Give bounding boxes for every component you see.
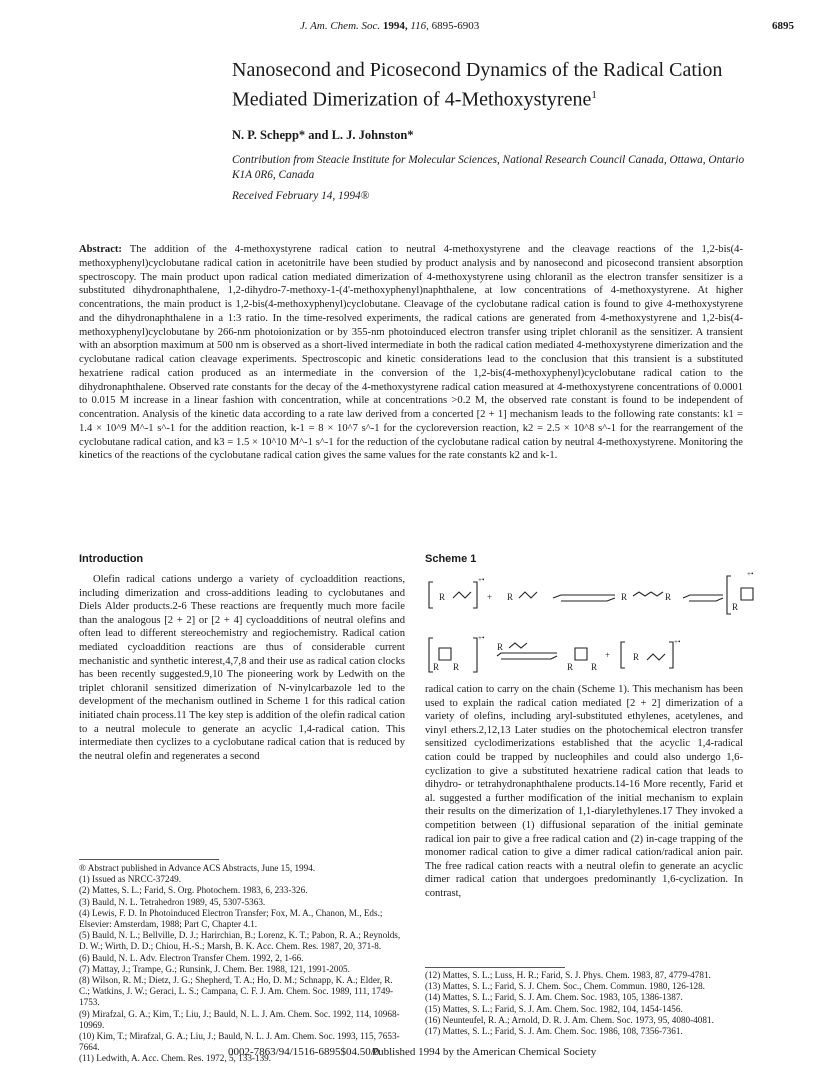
footer-publisher: Published 1994 by the American Chemical Society xyxy=(372,1046,597,1058)
cyclobutane-icon xyxy=(439,648,451,660)
olefin-bond-icon xyxy=(453,592,471,598)
footnote: (6) Bauld, N. L. Adv. Electron Transfer Chem. 1992, 2, 1-66. xyxy=(79,952,304,963)
footnote: (16) Neunteufel, R. A.; Arnold, D. R. J. Am. Chem. Soc. 1973, 95, 4080-4081. xyxy=(425,1014,714,1025)
footnote: (11) Ledwith, A. Acc. Chem. Res. 1972, 5, 133-139. xyxy=(79,1053,272,1064)
equilibrium-arrow-icon xyxy=(501,656,557,659)
cyclobutane-icon xyxy=(741,588,753,600)
footnote: ® Abstract published in Advance ACS Abstracts, June 15, 1994. xyxy=(79,863,316,873)
cyclobutane-icon xyxy=(575,648,587,660)
abstract-label: Abstract: xyxy=(79,244,122,255)
affiliation: Contribution from Steacie Institute for Molecular Sciences, National Research Council Canada, Ottawa, Ontario K1A 0R6, Canada xyxy=(232,154,745,181)
footnotes-left xyxy=(79,863,405,1065)
scheme-label: Scheme 1 xyxy=(425,553,477,565)
authors: N. P. Schepp* and L. J. Johnston* xyxy=(232,128,414,142)
footnote: (10) Kim, T.; Mirafzal, G. A.; Liu, J.; Bauld, N. L. J. Am. Chem. Soc. 1993, 115, 7653-7664. xyxy=(79,1031,400,1053)
scheme-r-label: R xyxy=(433,662,440,672)
footnote: (14) Mattes, S. L.; Farid, S. J. Am. Chem. Soc. 1983, 105, 1386-1387. xyxy=(425,992,683,1003)
footnote: (2) Mattes, S. L.; Farid, S. Org. Photochem. 1983, 6, 233-326. xyxy=(79,885,308,896)
equilibrium-arrow-icon xyxy=(683,595,723,598)
scheme-charge-label: +• xyxy=(478,576,485,584)
footnote: (17) Mattes, S. L.; Farid, S. J. Am. Chem. Soc. 1986, 108, 7356-7361. xyxy=(425,1026,683,1037)
olefin-bond-icon xyxy=(509,643,527,648)
scheme-r-label: R xyxy=(453,662,460,672)
scheme-r-label: R xyxy=(507,592,514,602)
page-number: 6895 xyxy=(772,20,794,32)
scheme-r-label: R xyxy=(439,592,446,602)
introduction-heading: Introduction xyxy=(79,553,144,565)
footnote: (5) Bauld, N. L.; Bellville, D. J.; Harirchian, B.; Lorenz, K. T.; Pabon, R. A.; Reynolds, D. W.; Wirth, D. D.; Chiou, H.-S.; Marsh, B. K. Acc. Chem. Res. 1987, 20, 371-8. xyxy=(79,930,401,952)
scheme-r-label: R xyxy=(665,592,672,602)
footnote: (13) Mattes, S. L.; Farid, S. J. Chem. Soc., Chem. Commun. 1980, 126-128. xyxy=(425,981,705,992)
olefin-bond-icon xyxy=(519,592,537,598)
olefin-bond-icon xyxy=(647,654,665,660)
bracket-left-icon xyxy=(727,576,731,614)
right-paragraph: radical cation to carry on the chain (Scheme 1). This mechanism has been used to explain the radical cation mediated [2 + 2] dimerization of a variety of olefins, including aryl-substituted ethylenes, acetylenes, and vinyl ethers.2,12,13 Later studies on the photochemical electron transfer sensitized cyclodimerizations established that the acyclic 1,4-radical cation could be trapped by nucleophiles and could also undergo 1,6-cyclization to give a substituted hexatriene radical cation that leads to dihydro- or tetrahydronaphthalene products.14-16 More recently, Farid et al. suggested a further modification of the initial mechanism to explain their results on the dimerization of 1,1-diarylethylenes.17 They invoked a competition between (1) diffusional separation of the initial geminate radical ion pair to give a free radical cation and (2) in-cage trapping of the monomer radical cation to give a dimer radical cation/radical anion pair. The free radical cation reacts with a neutral olefin to generate an acyclic dimer radical cation that undergoes predominantly 1,6-cyclization. In contrast, xyxy=(425,684,743,899)
footer-code: 0002-7863/94/1516-6895$04.50/0 xyxy=(228,1046,380,1058)
footnote: (12) Mattes, S. L.; Luss, H. R.; Farid, S. J. Phys. Chem. 1983, 87, 4779-4781. xyxy=(425,970,711,980)
journal-citation: J. Am. Chem. Soc. 1994, 116, 6895-6903 xyxy=(300,20,480,32)
scheme-r-label: R xyxy=(732,602,739,612)
scheme-r-label: R xyxy=(621,592,628,602)
equilibrium-arrow-icon xyxy=(497,653,557,656)
equilibrium-arrow-icon xyxy=(689,598,723,601)
bracket-right-icon xyxy=(473,638,477,672)
footnote: (7) Mattay, J.; Trampe, G.; Runsink, J. Chem. Ber. 1988, 121, 1991-2005. xyxy=(79,963,350,974)
chain-bond-icon xyxy=(633,592,663,596)
scheme-r-label: R xyxy=(591,662,598,672)
scheme-plus-sign: + xyxy=(605,650,611,660)
bracket-right-icon xyxy=(669,642,673,668)
footnote: (8) Wilson, R. M.; Dietz, J. G.; Shepherd, T. A.; Ho, D. M.; Schnapp, K. A.; Elder, R. C.; Watkins, J. W.; Geraci, L. S.; Campana, C. F. J. Am. Chem. Soc. 1989, 111, 1749-1753. xyxy=(79,975,394,1008)
footnote-rule-right xyxy=(425,967,565,968)
running-header xyxy=(0,20,820,36)
received-date: Received February 14, 1994® xyxy=(232,190,370,202)
scheme-1-diagram xyxy=(425,568,755,678)
footnotes-right xyxy=(425,970,743,1037)
footnote: (4) Lewis, F. D. In Photoinduced Electron Transfer; Fox, M. A., Chanon, M., Eds.; Elsevier: Amsterdam, 1988; Part C, Chapter 4.1. xyxy=(79,907,383,930)
introduction-body xyxy=(79,573,405,763)
abstract xyxy=(79,243,743,463)
footnote: (15) Mattes, S. L.; Farid, S. J. Am. Chem. Soc. 1982, 104, 1454-1456. xyxy=(425,1003,683,1014)
footnote: (9) Mirafzal, G. A.; Kim, T.; Liu, J.; Bauld, N. L. J. Am. Chem. Soc. 1992, 114, 10968-10969. xyxy=(79,1008,400,1030)
scheme-r-label: R xyxy=(497,642,504,652)
bracket-left-icon xyxy=(621,642,625,668)
right-column-body xyxy=(425,683,743,901)
footnote: (3) Bauld, N. L. Tetrahedron 1989, 45, 5307-5363. xyxy=(79,896,266,907)
scheme-r-label: R xyxy=(633,652,640,662)
footnote-rule-left xyxy=(79,859,219,860)
bracket-left-icon xyxy=(429,582,433,608)
scheme-charge-label: +• xyxy=(674,638,681,646)
scheme-charge-label: +• xyxy=(478,634,485,642)
article-title: Nanosecond and Picosecond Dynamics of the Radical Cation Mediated Dimerization of 4-Methoxystyrene$^1$ xyxy=(232,59,723,111)
scheme-plus-sign: + xyxy=(487,592,493,602)
scheme-r-label: R xyxy=(567,662,574,672)
equilibrium-arrow-icon xyxy=(561,598,615,601)
intro-paragraph: Olefin radical cations undergo a variety of cycloaddition reactions, including dimerization and cross-additions leading to cyclobutanes and Diels Alder products.2-6 These reactions are frequently much more facile than the analogous [2 + 2] or [2 + 4] cycloadditions of neutral olefins and often lead to different stereochemistry and regiochemistry. Radical cation mediated cycloaddition reactions are thus of considerable current mechanistic and synthetic interest,4,7,8 and their use as radical cation clocks has been recently suggested.9,10 The pioneering work by Ledwith on the triplet chloranil sensitized dimerization of N-vinylcarbazole led to the development of the mechanism outlined in Scheme 1 for this radical cation initiated chain process.11 The key step is addition of the olefin radical cation to a neutral molecule to generate an acyclic 1,4-radical cation. This intermediate then cyclizes to a cyclobutane radical cation that is reduced by the neutral olefin and regenerates a second xyxy=(79,574,405,762)
abstract-text: The addition of the 4-methoxystyrene radical cation to neutral 4-methoxystyrene and the cleavage reactions of the 1,2-bis(4-methoxyphenyl)cyclobutane radical cation in acetonitrile have been studied by product analysis and by nanosecond and picosecond transient absorption spectroscopy. The main product upon radical cation mediated dimerization of 4-methoxystyrene using chloranil as the electron transfer sensitizer is a substituted dihydronaphthalene, 1,2-dihydro-7-methoxy-1-(4'-methoxyphenyl)naphthalene, at low concentrations of 4-methoxystyrene. At higher concentrations, the main product is 1,2-bis(4-methoxyphenyl)cyclobutane. Cleavage of the cyclobutane radical cation is found to give 4-methoxystyrene and the dihydronaphthalene in a 1:3 ratio. In the time-resolved experiments, the radical cations are generated from 4-methoxystyrene and 1,2-bis(4-methoxyphenyl)cyclobutane by 266-nm photoionization or by 355-nm photoinduced electron transfer using triplet chloranil as the sensitizer. A transient with an absorption maximum at 500 nm is observed as a short-lived intermediate in both the radical cation mediated 4-methoxystyrene dimerization and the cyclobutane radical cation cleavage experiments. Spectroscopic and kinetic considerations lead to the conclusion that this transient is a substituted hexatriene radical cation produced as an intermediate in the conversion of the 1,2-bis(4-methoxyphenyl)cyclobutane radical cation to the dihydronaphthalene. Observed rate constants for the decay of the 4-methoxystyrene radical cation measured at 4-methoxystyrene concentrations of 0.0001 to 0.015 M increase in a linear fashion with concentration, while at concentrations >0.2 M, the observed rate constant is found to be independent of concentration. Analysis of the kinetic data according to a rate law derived from a concerted [2 + 1] mechanism leads to the following rate constants: k1 = 1.4 × 10^9 M^-1 s^-1 for the addition reaction, k-1 = 8 × 10^7 s^-1 for the cycloreversion reaction, k2 = 2.5 × 10^8 s^-1 for the rearrangement of the cyclobutane radical cation, and k3 = 1.5 × 10^10 M^-1 s^-1 for the reduction of the cyclobutane radical cation by neutral 4-methoxystyrene. Monitoring the kinetics of the reactions of the cyclobutane radical cation gives the same values for the rate constants k2 and k-1. xyxy=(79,244,743,462)
equilibrium-arrow-icon xyxy=(553,595,615,598)
footnote: (1) Issued as NRCC-37249. xyxy=(79,874,182,885)
bracket-right-icon xyxy=(473,582,477,608)
scheme-charge-label: +• xyxy=(747,570,754,578)
